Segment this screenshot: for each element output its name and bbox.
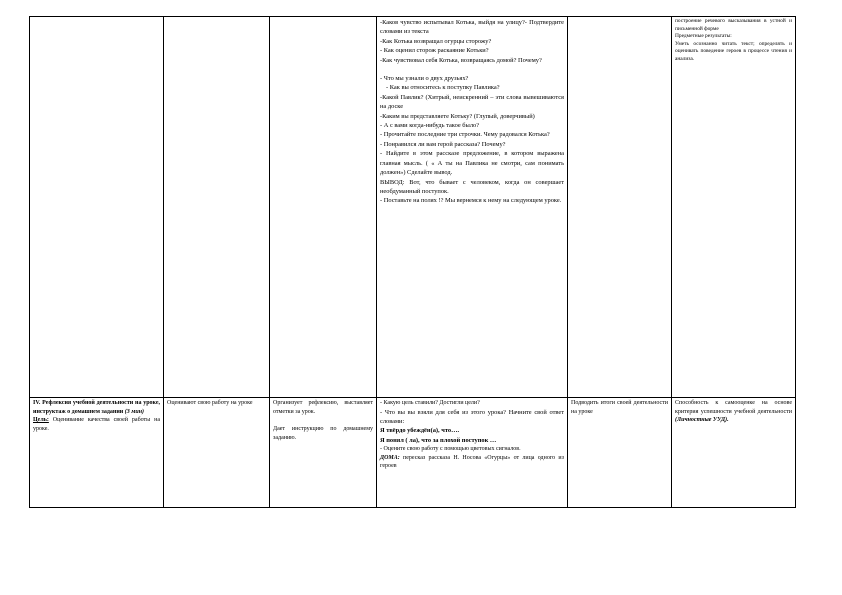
question-line: - А с вами когда-нибудь такое было? xyxy=(380,122,480,130)
goal-label: Цель: xyxy=(33,417,49,424)
question-line: - Какую цель ставили? Достигли цели? xyxy=(380,400,480,406)
stage-cell xyxy=(30,17,164,398)
answer-starter: Я твёрдо убеждён(а), что…. xyxy=(380,427,460,435)
question-line: - Как вы относитесь к поступку Павлика? xyxy=(386,84,500,92)
answer-starter: Я понял ( ла), что за плохой поступок … xyxy=(380,436,497,444)
stage-cell xyxy=(30,398,164,508)
teacher-activity-cell xyxy=(270,17,377,398)
results-cell xyxy=(672,398,796,508)
question-line: -Каким вы представляете Котьку? (Глупый, доверчивый) xyxy=(380,112,535,120)
stage-time: (3 мин) xyxy=(124,408,145,415)
student-activity-cell xyxy=(164,17,270,398)
question-line: - Что мы узнали о двух друзьях? xyxy=(380,75,469,83)
conclusion-line: ВЫВОД: Вот, что бывает с человеком, когда он совершает необдуманный поступок. xyxy=(380,178,564,195)
uud-cell xyxy=(568,398,672,508)
question-line: - Найдите в этом рассказе предложение, в котором выражена главная мысль. ( « А ты на Павлика не смотри, сам понимать должен») Сделайте вывод. xyxy=(380,150,564,177)
question-line: -Как Котька возвращал огурцы сторожу? xyxy=(380,37,492,45)
teacher-activity-text: Дает инструкцию по домашнему заданию. xyxy=(273,426,373,441)
teacher-activity-cell xyxy=(270,398,377,508)
question-line: - Прочитайте последние три строчки. Чему радовался Котька? xyxy=(380,131,550,139)
questions-list xyxy=(380,18,564,206)
lesson-plan-table xyxy=(29,16,796,508)
results-heading: Предметные результаты: xyxy=(675,33,732,40)
content-cell xyxy=(377,398,568,508)
table-row xyxy=(30,398,796,508)
question-line: -Какой Павлик? (Хитрый, неискренний – эти слова вывешиваются на доске xyxy=(380,93,564,111)
homework-label: ДОМА: xyxy=(380,454,400,461)
content-cell xyxy=(377,17,568,398)
teacher-activity-text: Организует рефлексию, выставляет отметки за урок. xyxy=(273,400,373,415)
question-line: - Понравился ли вам герой рассказа? Почему? xyxy=(380,140,506,148)
question-line: - Оцените свою работу с помощью цветовых сигналов. xyxy=(380,446,521,453)
uud-cell xyxy=(568,17,672,398)
student-activity-text: Оценивают свою работу на уроке xyxy=(167,400,253,406)
question-line: - Поставьте на полях !? Мы вернемся к нему на следующем уроке. xyxy=(380,197,562,205)
question-line: -Каков чувство испытывал Котька, выйдя на улицу?- Подтвердите словами из текста xyxy=(380,19,564,36)
homework-text: пересказ рассказа Н. Носова «Огурцы» от лица одного из героев xyxy=(380,454,564,470)
results-text: Способность к самооценке на основе критерия успешности учебной деятельности xyxy=(675,400,792,415)
results-cell xyxy=(672,17,796,398)
question-line: - Что вы вы взяли для себя из этого урока? Начните свой ответ словами: xyxy=(380,408,564,425)
stage-title: IV. Рефлексия учебной деятельности на уроке, инструктаж о домашнем задании xyxy=(33,400,160,415)
results-line: Уметь осознанно читать текст; определять и оценивать поведение героев в процессе чтения и анализа. xyxy=(675,40,792,62)
table-row xyxy=(30,17,796,398)
spacer xyxy=(380,65,564,74)
question-line: - Как оценил сторож раскаяние Котьки? xyxy=(380,47,489,55)
uud-type: (Личностные УУД). xyxy=(675,417,729,424)
student-activity-cell xyxy=(164,398,270,508)
question-line: -Как чувствовал себя Котька, возвращаясь домой? Почему? xyxy=(380,56,542,64)
uud-text: Подводить итоги своей деятельности на уроке xyxy=(571,400,668,415)
results-line: построение речевого высказывания в устной и письменной форме xyxy=(675,18,792,32)
goal-text: Оценивание качества своей работы на уроке. xyxy=(33,417,160,432)
spacer xyxy=(273,416,373,425)
